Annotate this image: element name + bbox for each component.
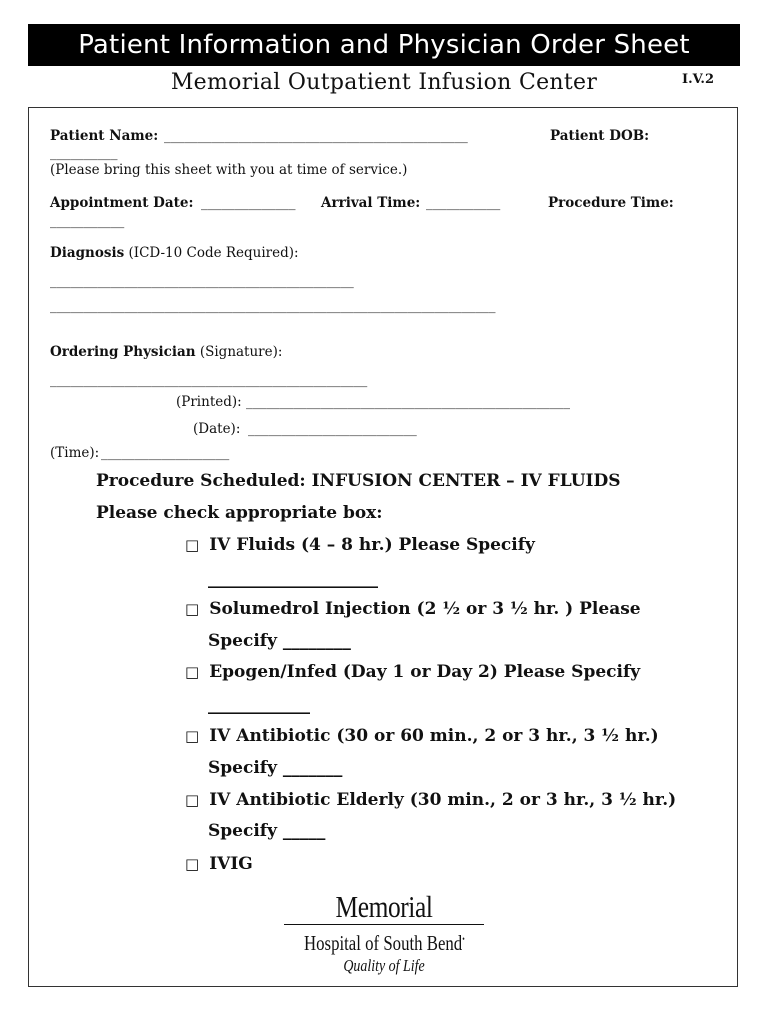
checkbox-iv-fluids[interactable]: □ xyxy=(185,536,200,554)
physician-label-row xyxy=(50,343,282,361)
ordering-physician-label: Ordering Physician xyxy=(50,344,196,360)
option-iv-antibiotic xyxy=(185,725,659,747)
diagnosis-line-2[interactable]: __________________________________________________________________ xyxy=(50,298,496,314)
form-code: I.V.2 xyxy=(682,72,714,87)
signature-note: (Signature): xyxy=(195,344,283,360)
patient-name-field[interactable]: _____________________________________________ xyxy=(164,128,468,144)
check-box-instruction: Please check appropriate box: xyxy=(96,503,383,523)
memorial-hospital-logo xyxy=(284,890,484,977)
registered-mark: • xyxy=(462,934,465,944)
option-iv-antibiotic-specify[interactable]: Specify _______ xyxy=(208,758,343,778)
diagnosis-label-row xyxy=(50,244,299,262)
option-iv-antibiotic-label: IV Antibiotic (30 or 60 min., 2 or 3 hr., 3 ½ hr.) xyxy=(209,726,659,746)
physician-time-line[interactable]: ___________________ xyxy=(101,445,230,461)
option-solumedrol-specify[interactable]: Specify ________ xyxy=(208,631,351,651)
logo-divider xyxy=(284,924,484,925)
option-ivig-label: IVIG xyxy=(209,854,253,874)
appointment-date-label: Appointment Date: xyxy=(50,195,194,211)
arrival-time-field[interactable]: ___________ xyxy=(426,195,501,211)
option-iv-fluids-label: IV Fluids (4 – 8 hr.) Please Specify xyxy=(209,535,535,555)
logo-hospital-name xyxy=(304,927,464,955)
arrival-time-label: Arrival Time: xyxy=(321,195,421,211)
procedure-scheduled: Procedure Scheduled: INFUSION CENTER – IV FLUIDS xyxy=(96,471,621,491)
option-iv-antibiotic-elderly-label: IV Antibiotic Elderly (30 min., 2 or 3 hr., 3 ½ hr.) xyxy=(209,790,677,810)
checkbox-iv-antibiotic[interactable]: □ xyxy=(185,727,200,745)
checkbox-iv-antibiotic-elderly[interactable]: □ xyxy=(185,791,200,809)
diagnosis-note: (ICD-10 Code Required): xyxy=(124,245,299,261)
patient-dob-field[interactable]: __________ xyxy=(50,145,118,161)
option-epogen-infed-label: Epogen/Infed (Day 1 or Day 2) Please Specify xyxy=(209,662,641,682)
checkbox-epogen-infed[interactable]: □ xyxy=(185,663,200,681)
printed-label: (Printed): xyxy=(176,394,242,410)
procedure-time-field[interactable]: ___________ xyxy=(50,213,125,229)
option-iv-fluids-specify[interactable]: ____________________ xyxy=(208,569,378,589)
option-solumedrol xyxy=(185,598,641,620)
option-solumedrol-label: Solumedrol Injection (2 ½ or 3 ½ hr. ) Please xyxy=(209,599,641,619)
form-banner-title: Patient Information and Physician Order Sheet xyxy=(28,24,740,66)
patient-name-label: Patient Name: xyxy=(50,128,159,144)
physician-date-line[interactable]: _________________________ xyxy=(248,421,417,437)
option-iv-antibiotic-elderly xyxy=(185,789,676,811)
physician-time-label: (Time): xyxy=(50,445,100,461)
logo-memorial: Memorial xyxy=(335,889,433,924)
bring-sheet-note: (Please bring this sheet with you at time of service.) xyxy=(50,162,408,178)
diagnosis-line-1[interactable]: _____________________________________________ xyxy=(50,273,354,289)
diagnosis-label: Diagnosis xyxy=(50,245,125,261)
physician-signature-line[interactable]: _______________________________________________ xyxy=(50,372,368,388)
appointment-date-field[interactable]: ______________ xyxy=(201,195,296,211)
checkbox-ivig[interactable]: □ xyxy=(185,855,200,873)
physician-date-label: (Date): xyxy=(193,421,241,437)
option-iv-antibiotic-elderly-specify[interactable]: Specify _____ xyxy=(208,821,326,841)
option-iv-fluids xyxy=(185,534,535,556)
option-epogen-infed-specify[interactable]: ____________ xyxy=(208,695,310,715)
logo-hospital-text: Hospital of South Bend xyxy=(304,931,463,955)
checkbox-solumedrol[interactable]: □ xyxy=(185,600,200,618)
option-ivig xyxy=(185,853,253,875)
center-subtitle: Memorial Outpatient Infusion Center xyxy=(170,70,598,95)
physician-printed-line[interactable]: ________________________________________________ xyxy=(246,394,570,410)
procedure-time-label: Procedure Time: xyxy=(548,195,674,211)
patient-dob-label: Patient DOB: xyxy=(550,128,650,144)
option-epogen-infed xyxy=(185,661,640,683)
logo-tagline: Quality of Life xyxy=(343,956,425,975)
